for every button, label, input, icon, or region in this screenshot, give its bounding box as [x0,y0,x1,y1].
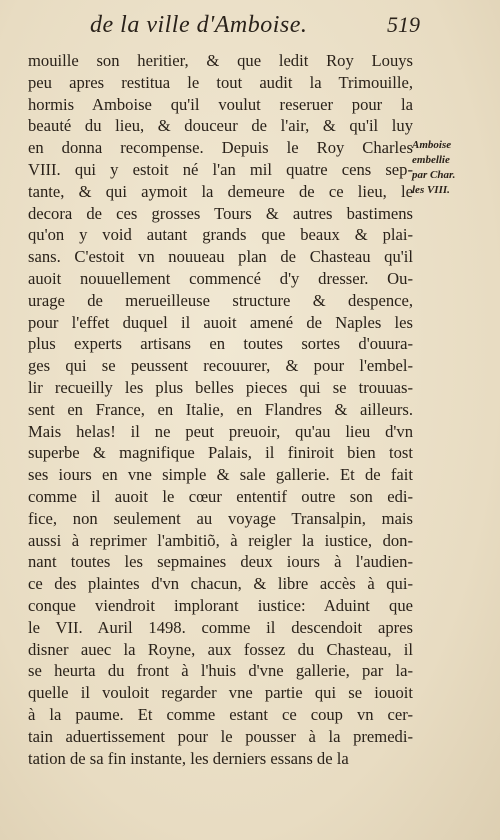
text-line: decora de ces grosses Tours & autres bastimens [28,203,413,223]
text-line: nant toutes les sepmaines deux iours à l'audien- [28,552,413,572]
text-line: ses iours en vne simple & sale gallerie. Et de fait [28,465,413,485]
text-line: peu apres restitua le tout audit la Trimouille, [28,72,413,92]
text-line: tain aduertissement pour le pousser à la premedi- [28,726,413,746]
body-text [28,50,413,769]
text-line: sent en France, en Italie, en Flandres & ailleurs. [28,399,413,419]
text-line: se heurta du front à l'huis d'vne gallerie, par la- [28,661,413,681]
running-title: de la ville d'Amboise. [90,12,308,38]
text-line: ges qui se peussent recouurer, & pour l'embel- [28,356,413,376]
text-line: comme il auoit le cœur ententif outre son edi- [28,486,413,506]
text-line: lir recueilly les plus belles pieces qui se trouuas- [28,377,413,397]
text-line: beauté du lieu, & douceur de l'air, & qu'il luy [28,116,413,136]
text-line: ce des plaintes d'vn chacun, & libre accès à qui- [28,574,413,594]
text-line: qu'on y void autant grands que beaux & plai- [28,225,413,245]
margin-note [412,138,492,198]
margin-note-line: par Char. [412,169,456,181]
text-line: urage de merueilleuse structure & despence, [28,290,413,310]
text-line: tation de sa fin instante, les derniers essans de la [28,748,349,768]
text-line: en donna recompense. Depuis le Roy Charles [28,138,413,158]
page-header [90,12,420,42]
text-line: auoit nouuellement commencé d'y dresser. Ou- [28,268,413,288]
text-line: mouille son heritier, & que ledit Roy Louys [28,51,413,70]
text-line: pour l'effet duquel il auoit amené de Naples les [28,312,413,332]
text-line: hormis Amboise qu'il voulut reseruer pour la [28,94,413,114]
text-line: aussi à reprimer l'ambitiõ, à reigler la iustice, don- [28,530,413,550]
text-line: disner auec la Royne, aux fossez du Chasteau, il [28,639,413,659]
page-number: 519 [387,12,420,37]
text-line: quelle il vouloit regarder vne partie qui se iouoit [28,683,413,703]
text-line: à la paume. Et comme estant ce coup vn cer- [28,704,413,724]
text-line: VIII. qui y estoit né l'an mil quatre cens sep- [28,159,413,179]
text-line: le VII. Auril 1498. comme il descendoit apres [28,617,413,637]
text-line: superbe & magnifique Palais, il finiroit bien tost [28,443,413,463]
margin-note-line: Amboise [412,139,452,151]
text-line: sans. C'estoit vn nouueau plan de Chasteau qu'il [28,247,413,267]
text-line: fice, non seulement au voyage Transalpin, mais [28,508,413,528]
text-line: plus experts artisans en toutes sortes d'ouura- [28,334,413,354]
text-line: tante, & qui aymoit la demeure de ce lieu, le [28,181,413,201]
margin-note-line: embellie [412,154,450,166]
text-line: Mais helas! il ne peut preuoir, qu'au lieu d'vn [28,421,413,441]
margin-note-line: les VIII. [412,184,450,196]
text-line: conque viendroit implorant iustice: Aduint que [28,595,413,615]
